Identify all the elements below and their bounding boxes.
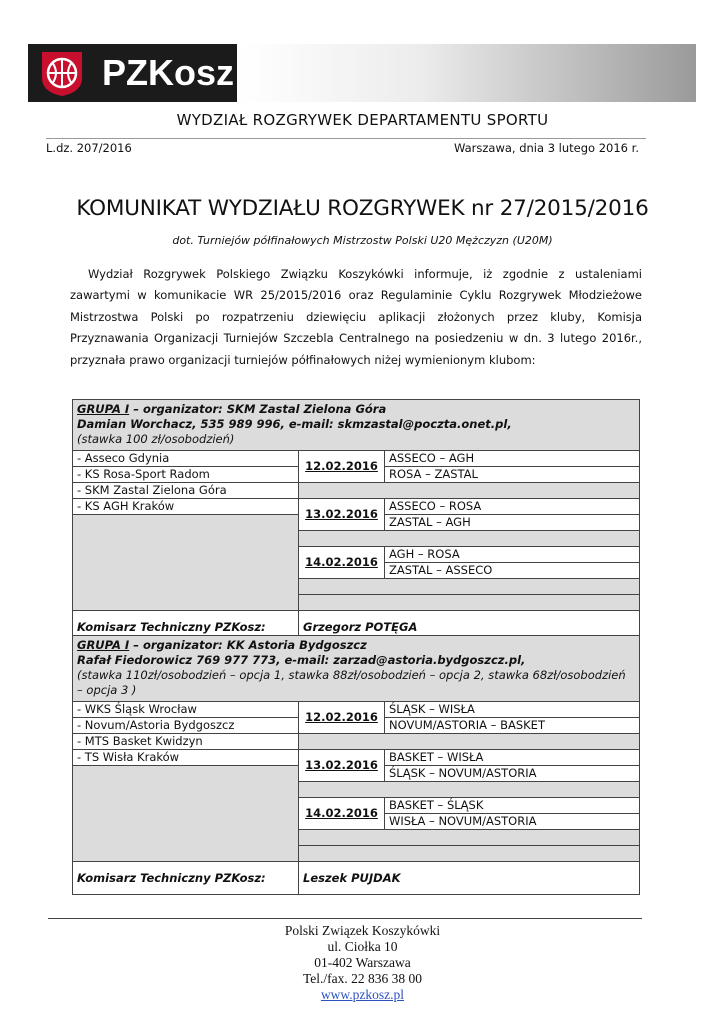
group-table-1 <box>72 399 640 644</box>
intro-text: Wydział Rozgrywek Polskiego Związku Koszykówki informuje, iż zgodnie z ustaleniami zawartymi w komunikacie WR 25/2015/2016 oraz Regulaminie Cyklu Rozgrywek Młodzieżowe Mistrzostwa Polski po rozpatrzeniu dziewięciu aplikacji złożonych przez kluby, Komisja Przyznawania Organizacji Turniejów Szczebla Centralnego na posiedzeniu w dn. 3 lutego 2016r., przyznała prawo organizacji turniejów półfinałowych niżej wymienionym klubom: <box>70 267 642 367</box>
game-cell: ZASTAL – AGH <box>385 515 640 531</box>
team-cell: - TS Wisła Kraków <box>73 750 299 766</box>
spacer-cell <box>299 782 640 798</box>
document-subtitle: dot. Turniejów półfinałowych Mistrzostw Polski U20 Mężczyzn (U20M) <box>172 234 553 247</box>
game-cell: AGH – ROSA <box>385 547 640 563</box>
game-cell: NOVUM/ASTORIA – BASKET <box>385 718 640 734</box>
team-cell: - MTS Basket Kwidzyn <box>73 734 299 750</box>
team-cell: - Asseco Gdynia <box>73 451 299 467</box>
team-cell: - WKS Śląsk Wrocław <box>73 702 299 718</box>
group-organizer: – organizator: SKM Zastal Zielona Góra <box>129 402 387 416</box>
match-date: 14.02.2016 <box>299 798 385 830</box>
group-header-row <box>73 400 640 451</box>
basketball-badge-icon <box>36 48 88 98</box>
reference-number: L.dz. 207/2016 <box>46 141 132 155</box>
commissioner-name: Grzegorz POTĘGA <box>299 611 640 644</box>
spacer-cell <box>299 483 640 499</box>
document-title: KOMUNIKAT WYDZIAŁU ROZGRYWEK nr 27/2015/2016 <box>76 196 649 221</box>
team-cell: - KS Rosa-Sport Radom <box>73 467 299 483</box>
group-contact: Damian Worchacz, 535 989 996, e-mail: skmzastal@poczta.onet.pl, <box>77 417 512 431</box>
empty-teams-cell <box>73 515 299 611</box>
team-cell: - Novum/Astoria Bydgoszcz <box>73 718 299 734</box>
group-table-2 <box>72 635 640 895</box>
spacer-cell <box>299 846 640 862</box>
spacer-cell <box>299 595 640 611</box>
group-header <box>73 636 640 702</box>
empty-teams-cell <box>73 766 299 862</box>
game-cell: ASSECO – ROSA <box>385 499 640 515</box>
game-cell: ASSECO – AGH <box>385 451 640 467</box>
spacer-cell <box>299 830 640 846</box>
place-date: Warszawa, dnia 3 lutego 2016 r. <box>453 141 639 155</box>
game-cell: ZASTAL – ASSECO <box>385 563 640 579</box>
match-date: 14.02.2016 <box>299 547 385 579</box>
spacer-cell <box>299 531 640 547</box>
commissioner-label: Komisarz Techniczny PZKosz: <box>73 862 299 895</box>
match-date: 13.02.2016 <box>299 499 385 531</box>
group-rate: (stawka 100 zł/osobodzień) <box>77 432 235 446</box>
logo-text: PZKosz <box>102 52 235 93</box>
header-gradient-bar <box>238 44 696 102</box>
footer-phone: Tel./fax. 22 836 38 00 <box>302 971 423 986</box>
group-organizer: – organizator: KK Astoria Bydgoszcz <box>129 638 367 652</box>
team-cell: - SKM Zastal Zielona Góra <box>73 483 299 499</box>
team-cell: - KS AGH Kraków <box>73 499 299 515</box>
group-contact: Rafał Fiedorowicz 769 977 773, e-mail: zarzad@astoria.bydgoszcz.pl, <box>77 653 526 667</box>
group-header-row <box>73 636 640 702</box>
group-header <box>73 400 640 451</box>
header-divider <box>46 138 646 139</box>
game-cell: ROSA – ZASTAL <box>385 467 640 483</box>
group-rate: (stawka 110zł/osobodzień – opcja 1, stawka 88zł/osobodzień – opcja 2, stawka 68zł/osobodzień – opcja 3 ) <box>77 668 626 697</box>
game-cell: BASKET – WISŁA <box>385 750 640 766</box>
game-cell: BASKET – ŚLĄSK <box>385 798 640 814</box>
department-title: WYDZIAŁ ROZGRYWEK DEPARTAMENTU SPORTU <box>176 111 549 129</box>
commissioner-label: Komisarz Techniczny PZKosz: <box>73 611 299 644</box>
group-label: GRUPA I <box>77 402 130 416</box>
match-date: 12.02.2016 <box>299 451 385 483</box>
page-footer <box>0 923 725 1003</box>
game-cell: ŚLĄSK – NOVUM/ASTORIA <box>385 766 640 782</box>
footer-street: ul. Ciołka 10 <box>327 939 398 954</box>
game-cell: WISŁA – NOVUM/ASTORIA <box>385 814 640 830</box>
spacer-cell <box>299 579 640 595</box>
pzkosz-logo <box>28 44 237 102</box>
match-date: 13.02.2016 <box>299 750 385 782</box>
group-label: GRUPA I <box>77 638 130 652</box>
match-date: 12.02.2016 <box>299 702 385 734</box>
footer-org: Polski Związek Koszykówki <box>284 923 441 938</box>
spacer-cell <box>299 734 640 750</box>
footer-divider <box>48 918 642 919</box>
footer-website-link[interactable]: www.pzkosz.pl <box>320 987 405 1002</box>
footer-city: 01-402 Warszawa <box>314 955 411 970</box>
game-cell: ŚLĄSK – WISŁA <box>385 702 640 718</box>
commissioner-name: Leszek PUJDAK <box>299 862 640 895</box>
intro-paragraph <box>70 264 642 371</box>
